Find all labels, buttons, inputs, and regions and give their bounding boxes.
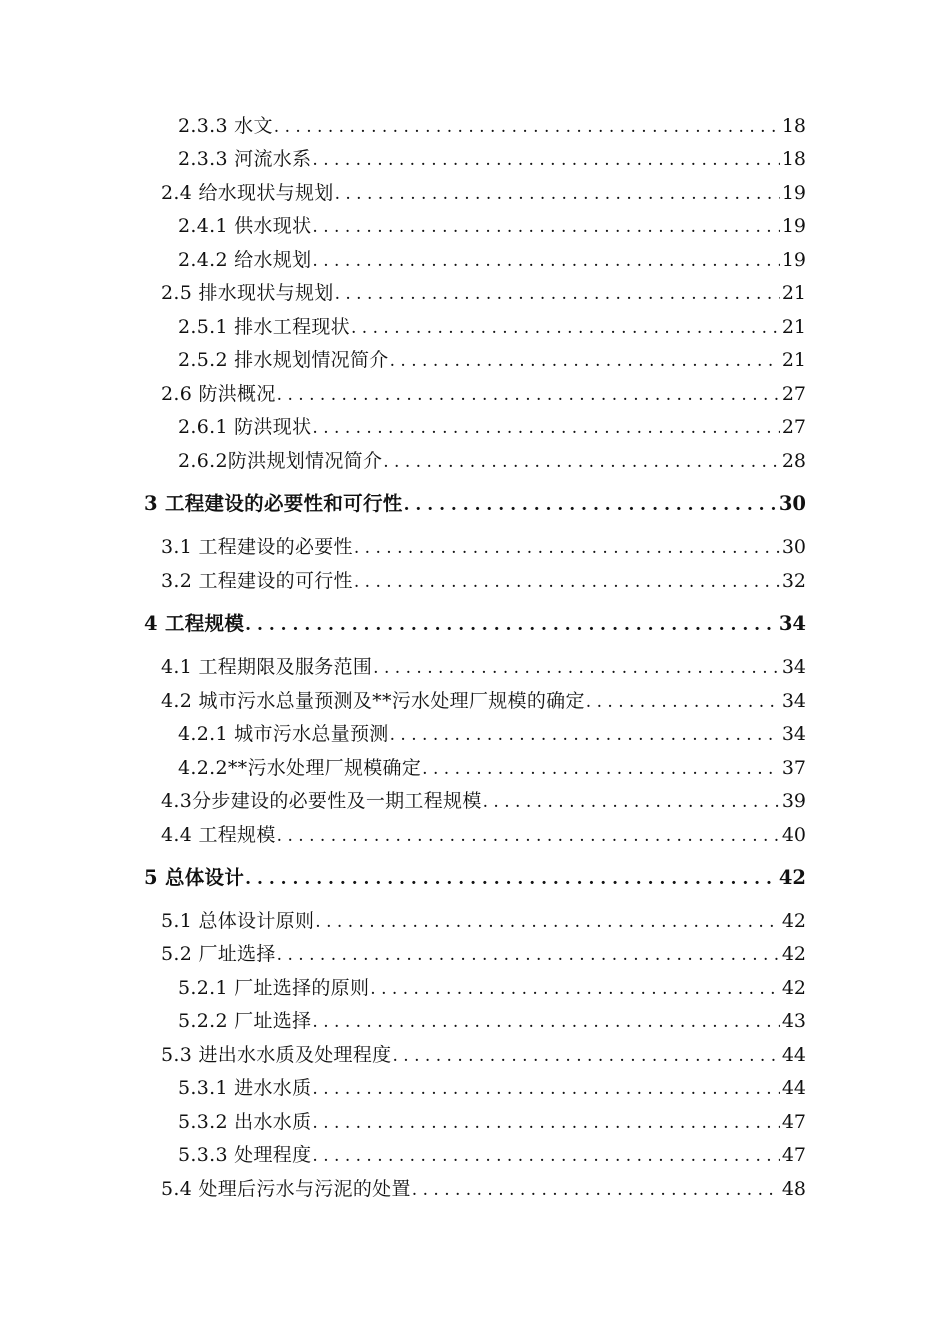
toc-chapter-entry[interactable] [144, 866, 806, 891]
toc-chapter-entry[interactable] [144, 492, 806, 517]
toc-entry-page: 37 [781, 757, 806, 779]
toc-leader-dots [277, 943, 780, 967]
toc-leader-dots [354, 570, 780, 594]
toc-entry[interactable] [161, 823, 806, 848]
toc-entry-label: 5.2 厂址选择 [161, 943, 276, 965]
toc-leader-dots [245, 867, 777, 891]
toc-leader-dots [370, 977, 780, 1001]
toc-leader-dots [383, 450, 780, 474]
toc-entry[interactable] [161, 569, 806, 594]
toc-entry-label: 2.6.1 防洪现状 [178, 416, 312, 438]
toc-leader-dots [312, 1111, 779, 1135]
toc-entry-page: 21 [781, 282, 806, 304]
toc-entry-label: 5.3.3 处理程度 [178, 1144, 312, 1166]
toc-entry-page: 34 [781, 723, 806, 745]
toc-leader-dots [312, 148, 779, 172]
toc-entry-page: 34 [781, 690, 806, 712]
toc-entry[interactable] [178, 147, 806, 172]
toc-entry[interactable] [178, 756, 806, 781]
toc-entry-label: 5.2.2 厂址选择 [178, 1010, 312, 1032]
toc-entry[interactable] [161, 535, 806, 560]
toc-entry[interactable] [178, 1009, 806, 1034]
toc-entry-page: 27 [781, 416, 806, 438]
toc-entry-page: 32 [781, 570, 806, 592]
toc-leader-dots [245, 613, 777, 637]
toc-entry-label: 3.2 工程建设的可行性 [161, 570, 353, 592]
toc-entry[interactable] [161, 942, 806, 967]
toc-entry-page: 43 [781, 1010, 806, 1032]
toc-leader-dots [351, 316, 780, 340]
toc-entry[interactable] [161, 281, 806, 306]
toc-entry-label: 5.1 总体设计原则 [161, 910, 315, 932]
toc-leader-dots [392, 1044, 779, 1068]
toc-entry-page: 40 [781, 824, 806, 846]
toc-entry-label: 5.2.1 厂址选择的原则 [178, 977, 370, 999]
toc-entry-page: 42 [781, 977, 806, 999]
toc-entry[interactable] [161, 181, 806, 206]
toc-entry-label: 2.4.2 给水规划 [178, 249, 312, 271]
toc-entry-page: 21 [781, 316, 806, 338]
toc-entry-label: 5 总体设计 [144, 866, 245, 889]
toc-leader-dots [483, 790, 780, 814]
toc-entry[interactable] [161, 789, 806, 814]
toc-entry-label: 3.1 工程建设的必要性 [161, 536, 353, 558]
toc-entry[interactable] [178, 722, 806, 747]
toc-entry-page: 47 [781, 1111, 806, 1133]
toc-entry-label: 4.2.1 城市污水总量预测 [178, 723, 389, 745]
toc-entry-label: 4.2.2**污水处理厂规模确定 [178, 757, 422, 779]
toc-entry-page: 19 [781, 182, 806, 204]
toc-entry-label: 2.4.1 供水现状 [178, 215, 312, 237]
toc-leader-dots [422, 757, 780, 781]
toc-entry-page: 39 [781, 790, 806, 812]
toc-entry-page: 18 [781, 115, 806, 137]
toc-leader-dots [315, 910, 780, 934]
toc-entry-page: 19 [781, 249, 806, 271]
toc-entry-page: 34 [781, 656, 806, 678]
toc-leader-dots [404, 493, 777, 517]
toc-entry-label: 4.1 工程期限及服务范围 [161, 656, 373, 678]
toc-entry-page: 44 [781, 1044, 806, 1066]
toc-leader-dots [335, 282, 780, 306]
toc-entry-label: 5.3 进出水水质及处理程度 [161, 1044, 392, 1066]
toc-entry-page: 18 [781, 148, 806, 170]
toc-entry-page: 42 [778, 866, 806, 889]
toc-entry-page: 28 [781, 450, 806, 472]
toc-entry-label: 2.3.3 河流水系 [178, 148, 312, 170]
toc-entry-page: 47 [781, 1144, 806, 1166]
toc-entry-page: 48 [781, 1178, 806, 1200]
toc-entry-page: 30 [778, 492, 806, 515]
toc-leader-dots [277, 383, 780, 407]
toc-entry[interactable] [161, 382, 806, 407]
toc-entry-label: 5.3.1 进水水质 [178, 1077, 312, 1099]
toc-entry[interactable] [178, 1076, 806, 1101]
toc-entry[interactable] [161, 655, 806, 680]
toc-leader-dots [373, 656, 780, 680]
toc-entry-label: 2.5.2 排水规划情况简介 [178, 349, 389, 371]
toc-entry-label: 5.3.2 出水水质 [178, 1111, 312, 1133]
toc-leader-dots [277, 824, 780, 848]
toc-entry[interactable] [161, 1177, 806, 1202]
toc-entry-page: 44 [781, 1077, 806, 1099]
toc-entry-label: 4.2 城市污水总量预测及**污水处理厂规模的确定 [161, 690, 585, 712]
toc-leader-dots [312, 215, 779, 239]
toc-leader-dots [312, 1010, 779, 1034]
toc-entry[interactable] [161, 909, 806, 934]
toc-leader-dots [412, 1178, 780, 1202]
toc-entry-label: 4.4 工程规模 [161, 824, 276, 846]
toc-entry-page: 27 [781, 383, 806, 405]
toc-entry-label: 2.6 防洪概况 [161, 383, 276, 405]
toc-entry-page: 21 [781, 349, 806, 371]
toc-entry-label: 4.3分步建设的必要性及一期工程规模 [161, 790, 482, 812]
toc-entry-page: 42 [781, 910, 806, 932]
toc-entry[interactable] [178, 114, 806, 139]
toc-entry-label: 2.3.3 水文 [178, 115, 273, 137]
toc-entry-page: 30 [781, 536, 806, 558]
toc-entry[interactable] [178, 214, 806, 239]
toc-entry[interactable] [178, 449, 806, 474]
toc-entry[interactable] [178, 1110, 806, 1135]
toc-leader-dots [274, 115, 780, 139]
toc-entry-label: 2.6.2防洪规划情况简介 [178, 450, 383, 472]
toc-entry-label: 2.4 给水现状与规划 [161, 182, 334, 204]
toc-leader-dots [390, 723, 780, 747]
toc-leader-dots [335, 182, 780, 206]
toc-leader-dots [312, 416, 779, 440]
toc-entry[interactable] [178, 348, 806, 373]
toc-leader-dots [586, 690, 780, 714]
toc-entry-page: 34 [778, 612, 806, 635]
toc-entry[interactable] [178, 1143, 806, 1168]
toc-entry-label: 5.4 处理后污水与污泥的处置 [161, 1178, 411, 1200]
toc-entry[interactable] [161, 1043, 806, 1068]
toc-entry-label: 2.5 排水现状与规划 [161, 282, 334, 304]
toc-leader-dots [312, 249, 779, 273]
toc-entry[interactable] [178, 315, 806, 340]
toc-entry-page: 19 [781, 215, 806, 237]
toc-leader-dots [312, 1144, 779, 1168]
toc-entry-page: 42 [781, 943, 806, 965]
toc-leader-dots [312, 1077, 779, 1101]
toc-entry[interactable] [178, 976, 806, 1001]
toc-entry[interactable] [178, 415, 806, 440]
toc-entry-label: 2.5.1 排水工程现状 [178, 316, 350, 338]
toc-entry[interactable] [178, 248, 806, 273]
toc-entry-label: 4 工程规模 [144, 612, 245, 635]
toc-leader-dots [354, 536, 780, 560]
toc-chapter-entry[interactable] [144, 612, 806, 637]
toc-leader-dots [390, 349, 780, 373]
toc-entry[interactable] [161, 689, 806, 714]
toc-entry-label: 3 工程建设的必要性和可行性 [144, 492, 403, 515]
